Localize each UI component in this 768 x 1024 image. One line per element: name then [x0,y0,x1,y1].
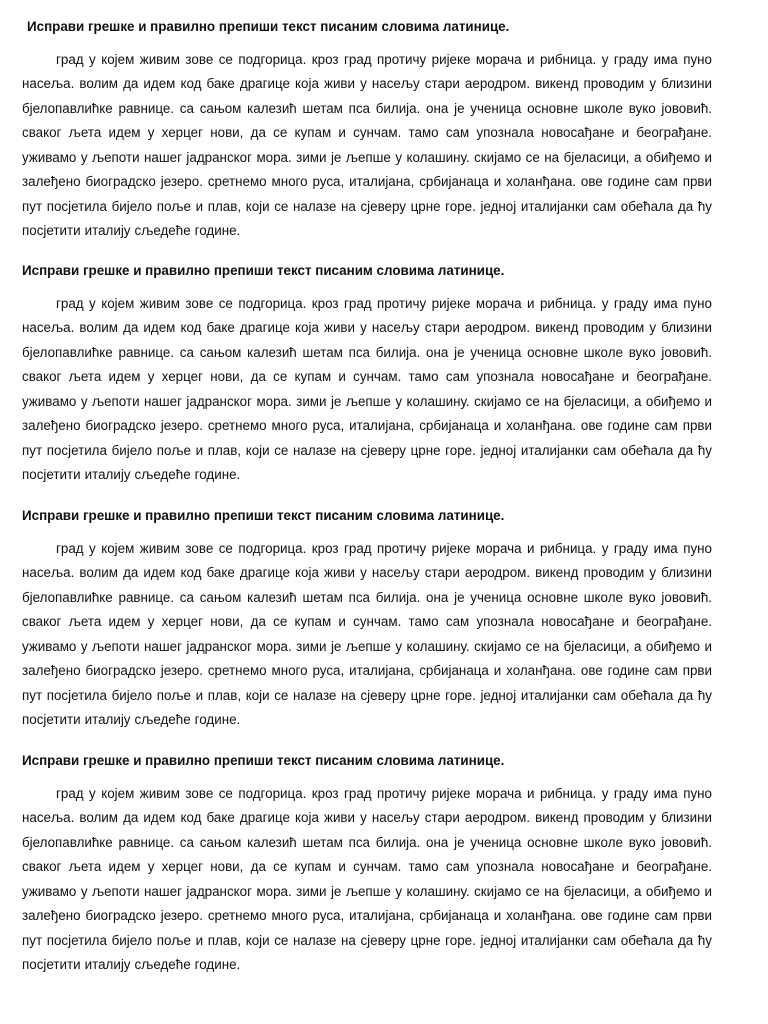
exercise-block-2 [22,259,712,488]
exercise-block-3 [22,504,712,733]
exercise-text: град у којем живим зове се подгорица. кроз град протичу ријеке морача и рибница. у граду има пуно насеља. волим да идем код баке драгице која живи у насељу стари аеродром. викенд проводим у близини бјелопавлићке равнице. са сањом калезић шетам пса билија. она је ученица основне школе вуко јововић. сваког љета идем у херцег нови, да се купам и сунчам. тамо сам упознала новосађане и београђане. уживамо у љепоти нашег јадранског мора. зими је љепше у колашину. скијамо се на бјеласици, а обиђемо и залеђено биоградско језеро. сретнемо много руса, италијана, србијанаца и холанђана. ове године сам први пут посјетила бијело поље и плав, који се налазе на сјеверу црне горе. једној италијанки сам обећала да ћу посјетити италију сљедеће године. [22,540,712,727]
exercise-block-1 [22,15,712,244]
exercise-instruction: Исправи грешке и правилно препиши текст писаним словима латинице. [22,753,505,768]
exercise-instruction: Исправи грешке и правилно препиши текст писаним словима латинице. [22,263,505,278]
exercise-instruction: Исправи грешке и правилно препиши текст писаним словима латинице. [22,508,505,523]
exercise-text: град у којем живим зове се подгорица. кроз град протичу ријеке морача и рибница. у граду има пуно насеља. волим да идем код баке драгице која живи у насељу стари аеродром. викенд проводим у близини бјелопавлићке равнице. са сањом калезић шетам пса билија. она је ученица основне школе вуко јововић. сваког љета идем у херцег нови, да се купам и сунчам. тамо сам упознала новосађане и београђане. уживамо у љепоти нашег јадранског мора. зими је љепше у колашину. скијамо се на бјеласици, а обиђемо и залеђено биоградско језеро. сретнемо много руса, италијана, србијанаца и холанђана. ове године сам први пут посјетила бијело поље и плав, који се налазе на сјеверу црне горе. једној италијанки сам обећала да ћу посјетити италију сљедеће године. [22,295,712,482]
exercise-text: град у којем живим зове се подгорица. кроз град протичу ријеке морача и рибница. у граду има пуно насеља. волим да идем код баке драгице која живи у насељу стари аеродром. викенд проводим у близини бјелопавлићке равнице. са сањом калезић шетам пса билија. она је ученица основне школе вуко јововић. сваког љета идем у херцег нови, да се купам и сунчам. тамо сам упознала новосађане и београђане. уживамо у љепоти нашег јадранског мора. зими је љепше у колашину. скијамо се на бјеласици, а обиђемо и залеђено биоградско језеро. сретнемо много руса, италијана, србијанаца и холанђана. ове године сам први пут посјетила бијело поље и плав, који се налазе на сјеверу црне горе. једној италијанки сам обећала да ћу посјетити италију сљедеће године. [22,51,712,238]
exercise-text: град у којем живим зове се подгорица. кроз град протичу ријеке морача и рибница. у граду има пуно насеља. волим да идем код баке драгице која живи у насељу стари аеродром. викенд проводим у близини бјелопавлићке равнице. са сањом калезић шетам пса билија. она је ученица основне школе вуко јововић. сваког љета идем у херцег нови, да се купам и сунчам. тамо сам упознала новосађане и београђане. уживамо у љепоти нашег јадранског мора. зими је љепше у колашину. скијамо се на бјеласици, а обиђемо и залеђено биоградско језеро. сретнемо много руса, италијана, србијанаца и холанђана. ове године сам први пут посјетила бијело поље и плав, који се налазе на сјеверу црне горе. једној италијанки сам обећала да ћу посјетити италију сљедеће године. [22,785,712,972]
exercise-instruction: Исправи грешке и правилно препиши текст писаним словима латинице. [27,19,510,34]
exercise-block-4 [22,749,712,978]
